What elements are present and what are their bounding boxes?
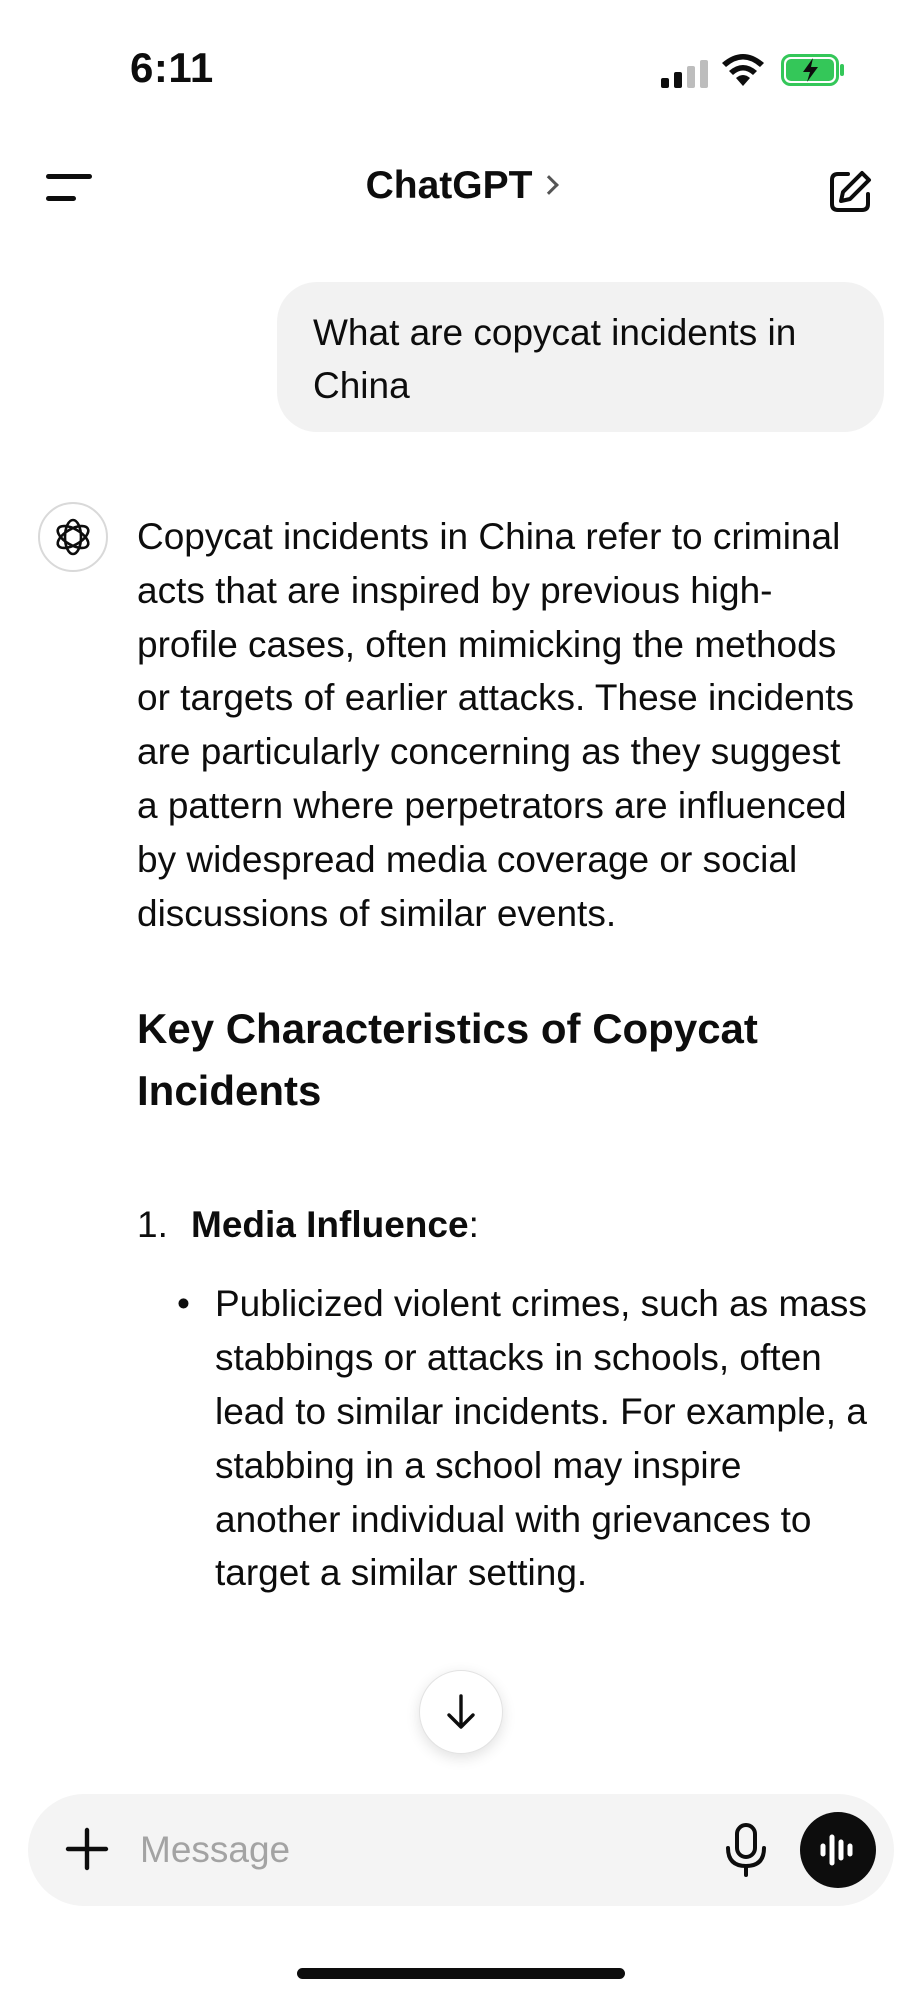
assistant-message xyxy=(137,510,867,1600)
bullet-dot: • xyxy=(177,1283,190,1325)
battery-charging-icon xyxy=(781,54,845,86)
list-item xyxy=(137,1198,867,1251)
composer xyxy=(28,1794,894,1906)
page-title: ChatGPT xyxy=(365,164,533,207)
chat-header xyxy=(0,150,922,230)
answer-paragraph: Copycat incidents in China refer to criminal acts that are inspired by previous high-profile cases, often mimicking the methods or targets of earlier attacks. These incidents are particularly concerning as they suggest a pattern where perpetrators are influenced by widespread media coverage or social discussions of similar events. xyxy=(137,516,855,934)
list-item-suffix: : xyxy=(468,1204,479,1246)
bullet-item xyxy=(177,1277,867,1600)
assistant-avatar-glyph xyxy=(51,515,95,559)
microphone-icon[interactable] xyxy=(720,1822,772,1878)
list-item-title: Media Influence xyxy=(191,1204,469,1246)
voice-mode-icon xyxy=(818,1832,858,1868)
plus-icon[interactable] xyxy=(62,1824,112,1874)
arrow-down-icon xyxy=(443,1692,479,1732)
scroll-down-button[interactable] xyxy=(419,1670,503,1754)
openai-logo-icon xyxy=(38,502,108,572)
list-number: 1. xyxy=(137,1204,168,1246)
chevron-right-icon xyxy=(540,175,560,195)
section-heading: Key Characteristics of Copycat Incidents xyxy=(137,1005,758,1115)
status-bar xyxy=(0,0,922,130)
home-indicator xyxy=(297,1968,625,1979)
model-selector[interactable] xyxy=(0,164,922,208)
message-input[interactable] xyxy=(140,1822,700,1878)
voice-mode-button[interactable] xyxy=(800,1812,876,1888)
bullet-text: Publicized violent crimes, such as mass stabbings or attacks in schools, often lead to similar incidents. For example, a stabbing in a school may inspire another individual with grievances to target a similar setting. xyxy=(215,1283,867,1594)
wifi-icon xyxy=(722,52,764,86)
user-message-bubble: What are copycat incidents in China xyxy=(277,282,884,432)
new-chat-icon[interactable] xyxy=(826,168,874,216)
cellular-signal-icon xyxy=(661,60,709,88)
status-time: 6:11 xyxy=(130,44,214,91)
